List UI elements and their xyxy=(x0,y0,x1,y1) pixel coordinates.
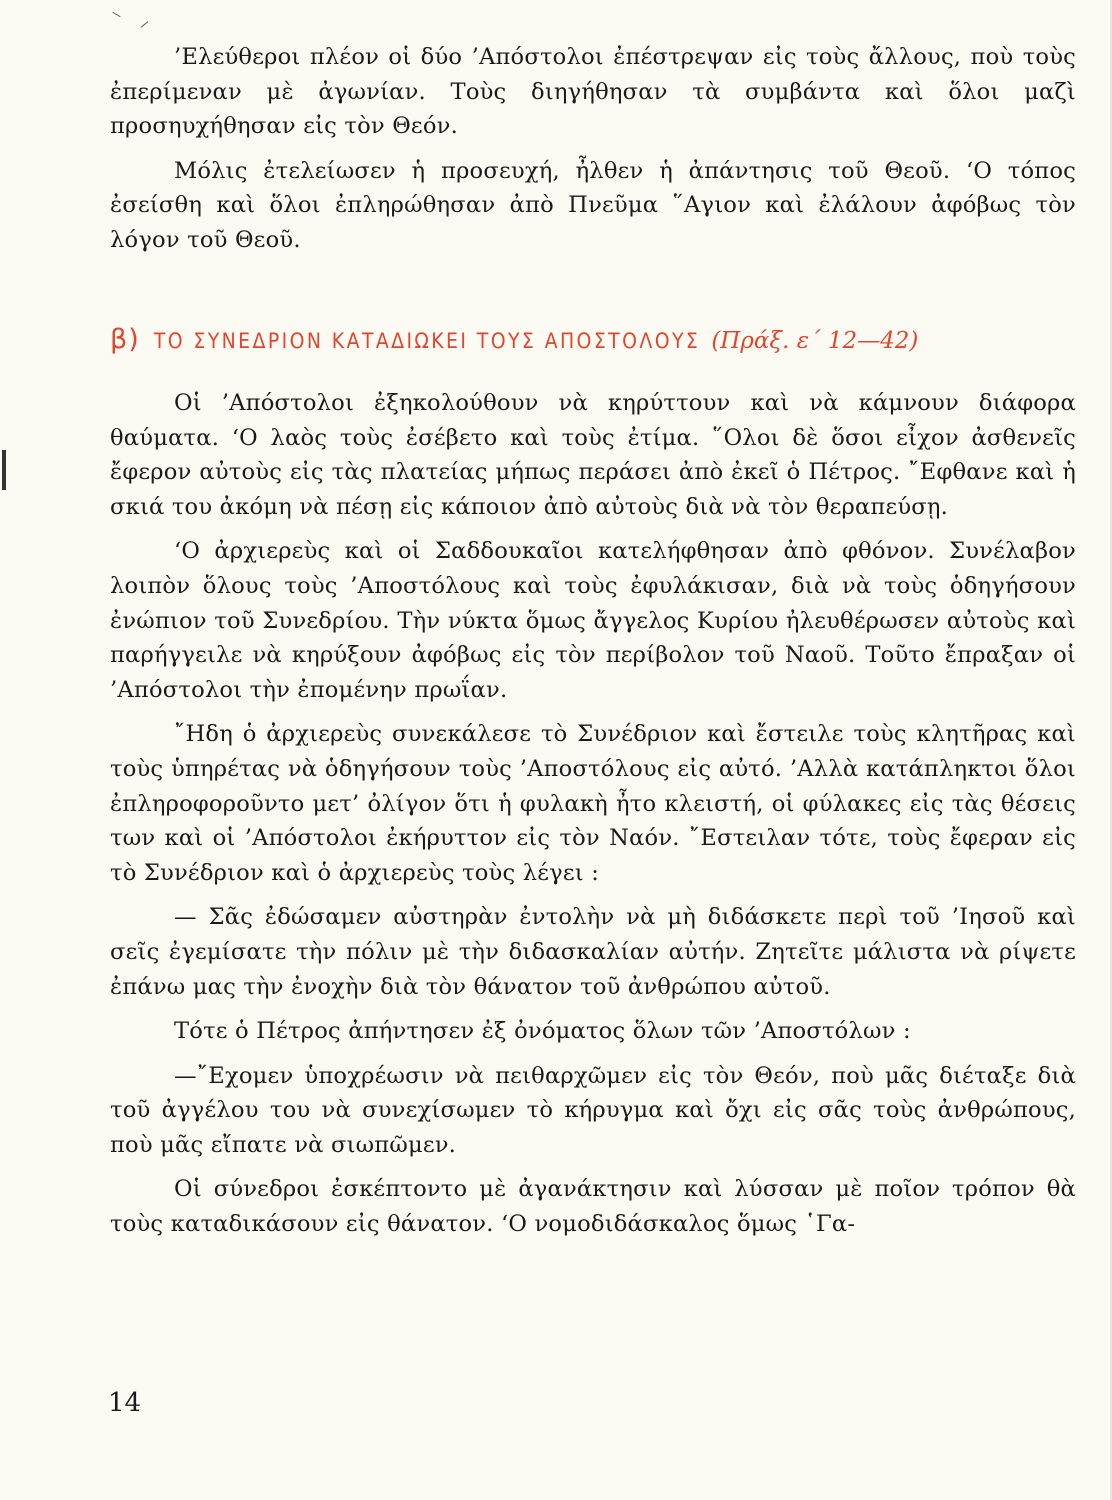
paragraph: ῎Ηδη ὁ ἀρχιερεὺς συνεκάλεσε τὸ Συνέδριον καὶ ἔστειλε τοὺς κλητῆρας καὶ τοὺς ὑπηρέτας νὰ ὁδηγήσουν τοὺς ’Αποστόλους εἰς αὐτό. ’Αλλὰ κατάπληκτοι ὅλοι ἐπληροφοροῦντο μετ’ ὀλίγον ὅτι ἡ φυλακὴ ἦτο κλειστή, οἱ φύλακες εἰς τὰς θέσεις των καὶ οἱ ’Απόστολοι ἐκήρυττον εἰς τὸν Ναόν. ῎Εστειλαν τότε, τοὺς ἔφεραν εἰς τὸ Συνέδριον καὶ ὁ ἀρχιερεὺς τοὺς λέγει : xyxy=(110,721,1076,886)
paragraph: Τότε ὁ Πέτρος ἀπήντησεν ἐξ ὀνόματος ὅλων τῶν ’Αποστόλων : xyxy=(174,1018,911,1045)
paragraph: Οἱ σύνεδροι ἐσκέπτοντο μὲ ἀγανάκτησιν καὶ λύσσαν μὲ ποῖον τρόπον θὰ τοὺς καταδικάσουν εἰς θάνατον. ‘Ο νομοδιδάσκαλος ὅμως ῾Γα- xyxy=(110,1176,1076,1238)
section-heading xyxy=(110,324,1090,355)
section-reference: (Πράξ. ε΄ 12—42) xyxy=(711,328,919,354)
scan-mark xyxy=(112,12,120,17)
dialogue-paragraph: —῎Εχομεν ὑποχρέωσιν νὰ πειθαρχῶμεν εἰς τὸν Θεόν, ποὺ μᾶς διέταξε διὰ τοῦ ἀγγέλου του νὰ συνεχίσωμεν τὸ κήρυγμα καὶ ὄχι εἰς σᾶς τοὺς ἀνθρώπους, ποὺ μᾶς εἴπατε νὰ σιωπῶμεν. xyxy=(110,1062,1076,1158)
intro-text xyxy=(110,40,1076,258)
paragraph: ’Ελεύθεροι πλέον οἱ δύο ’Απόστολοι ἐπέστρεψαν εἰς τοὺς ἄλλους, ποὺ τοὺς ἐπερίμεναν μὲ ἀγωνίαν. Τοὺς διηγήθησαν τὰ συμβάντα καὶ ὅλοι μαζὶ προσηυχήθησαν εἰς τὸν Θεόν. xyxy=(110,44,1076,140)
paragraph: Μόλις ἐτελείωσεν ἡ προσευχή, ἦλθεν ἡ ἀπάντησις τοῦ Θεοῦ. ‘Ο τόπος ἐσείσθη καὶ ὅλοι ἐπληρώθησαν ἀπὸ Πνεῦμα ῞Αγιον καὶ ἐλάλουν ἀφόβως τὸν λόγον τοῦ Θεοῦ. xyxy=(110,157,1076,253)
section-title: ΤΟ ΣΥΝΕΔΡΙΟΝ ΚΑΤΑΔΙΩΚΕΙ ΤΟΥΣ ΑΠΟΣΤΟΛΟΥΣ xyxy=(153,329,701,353)
paragraph: ‘Ο ἀρχιερεὺς καὶ οἱ Σαδδουκαῖοι κατελήφθησαν ἀπὸ φθόνον. Συνέλαβον λοιπὸν ὅλους τοὺς ’Αποστόλους καὶ τοὺς ἐφυλάκισαν, διὰ νὰ τοὺς ὁδηγήσουν ἐνώπιον τοῦ Συνεδρίου. Τὴν νύκτα ὅμως ἄγγελος Κυρίου ἠλευθέρωσεν αὐτοὺς καὶ παρήγγειλε νὰ κηρύξουν ἀφόβως εἰς τὸν περίβολον τοῦ Ναοῦ. Τοῦτο ἔπραξαν οἱ ’Απόστολοι τὴν ἐπομένην πρωΐαν. xyxy=(110,538,1076,703)
section-marker: β) xyxy=(110,324,140,355)
scan-mark xyxy=(141,21,149,28)
body-text xyxy=(110,386,1076,1242)
margin-mark xyxy=(2,450,6,490)
dialogue-paragraph: — Σᾶς ἐδώσαμεν αὐστηρὰν ἐντολὴν νὰ μὴ διδάσκετε περὶ τοῦ ’Ιησοῦ καὶ σεῖς ἐγεμίσατε τὴν πόλιν μὲ τὴν διδασκαλίαν αὐτήν. Ζητεῖτε μάλιστα νὰ ρίψετε ἐπάνω μας τὴν ἐνοχὴν διὰ τὸν θάνατον τοῦ ἀνθρώπου αὐτοῦ. xyxy=(110,904,1076,1000)
paragraph: Οἱ ’Απόστολοι ἐξηκολούθουν νὰ κηρύττουν καὶ νὰ κάμνουν διάφορα θαύματα. ‘Ο λαὸς τοὺς ἐσέβετο καὶ τοὺς ἐτίμα. ῞Ολοι δὲ ὅσοι εἶχον ἀσθενεῖς ἔφερον αὐτοὺς εἰς τὰς πλατείας μήπως περάσει ἀπὸ ἐκεῖ ὁ Πέτρος. ῎Εφθανε καὶ ἡ σκιά του ἀκόμη νὰ πέσῃ εἰς κάποιον ἀπὸ αὐτοὺς διὰ νὰ τὸν θεραπεύσῃ. xyxy=(110,390,1076,520)
page-number: 14 xyxy=(108,1388,142,1418)
